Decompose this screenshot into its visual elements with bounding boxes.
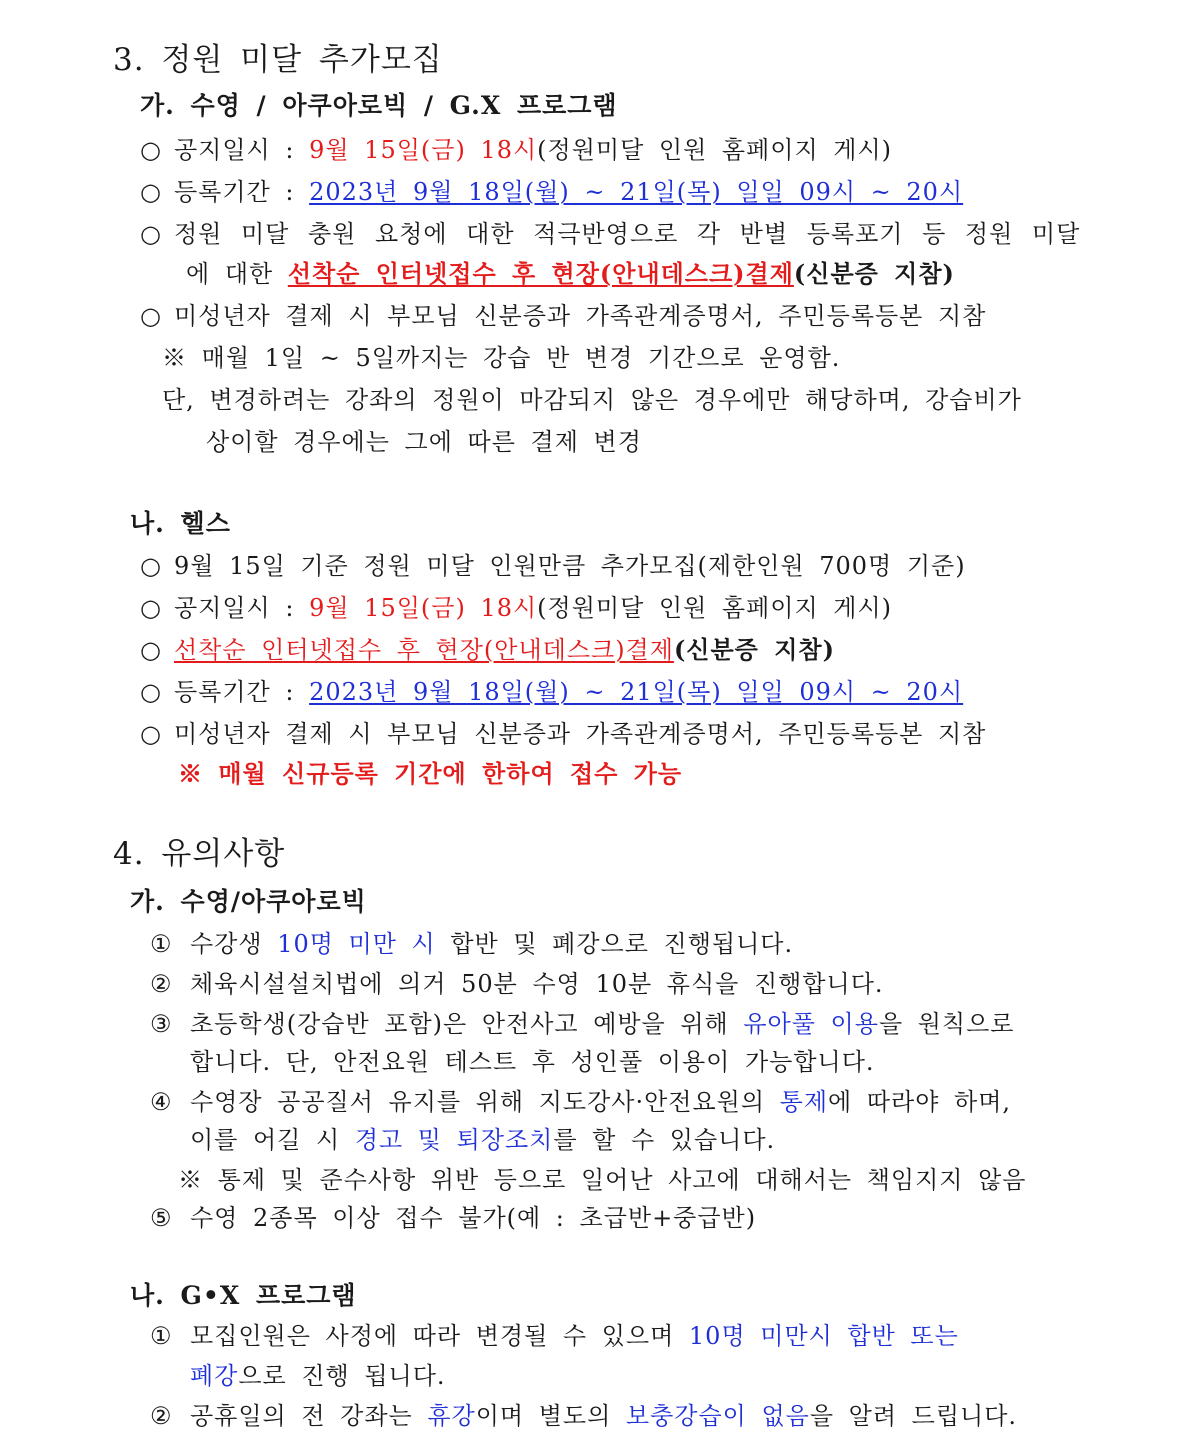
item-text: 체육시설설치법에 의거 50분 수영 10분 휴식을 진행합니다.	[190, 970, 884, 998]
bullet: ○	[140, 136, 162, 164]
s4a-item-3	[150, 1008, 1015, 1040]
capacity-text: 9월 15일 기준 정원 미달 인원만큼 추가모집(제한인원 700명 기준)	[174, 552, 966, 580]
notice-date: 9월 15일(금) 18시	[309, 594, 538, 622]
item-number: ①	[150, 930, 173, 958]
item-number: ③	[150, 1010, 173, 1038]
minor-text: 미성년자 결제 시 부모님 신분증과 가족관계증명서, 주민등록등본 지참	[174, 302, 987, 330]
bullet: ○	[140, 552, 162, 580]
notice-tail: (정원미달 인원 홈페이지 게시)	[537, 136, 892, 164]
section-4a-heading: 가. 수영/아쿠아로빅	[130, 887, 367, 916]
s4a-item-3-cont: 합니다. 단, 안전요원 테스트 후 성인풀 이용이 가능합니다.	[190, 1048, 875, 1076]
item-highlight: 폐강	[190, 1362, 239, 1390]
bullet: ○	[140, 678, 162, 706]
registration-label: 등록기간 :	[174, 178, 310, 206]
item-highlight: 10명 미만시 합반 또는	[688, 1322, 959, 1350]
item-tail: 합반 및 폐강으로 진행됩니다.	[435, 930, 794, 958]
item-highlight: 통제	[779, 1088, 829, 1116]
item-tail: 에 따라야 하며,	[828, 1088, 1012, 1116]
registration-period: 2023년 9월 18일(월) ~ 21일(목) 일일 09시 ~ 20시	[309, 678, 964, 706]
s3b-capacity-line	[140, 550, 966, 582]
s4b-item-1	[150, 1320, 959, 1352]
s4a-item-1	[150, 928, 793, 960]
item-tail: 을 원칙으로	[878, 1010, 1015, 1038]
notice-label: 공지일시 :	[174, 136, 310, 164]
notice-tail: (정원미달 인원 홈페이지 게시)	[537, 594, 892, 622]
first-come-online-highlight: 선착순 인터넷접수 후 현장(안내데스크)결제	[287, 259, 794, 288]
item-tail: 를 할 수 있습니다.	[553, 1126, 776, 1154]
s3b-minor-line	[140, 718, 986, 750]
bullet: ○	[140, 720, 162, 748]
s4a-item-4-note: ※ 통제 및 준수사항 위반 등으로 일어난 사고에 대해서는 책임지지 않음	[178, 1166, 1027, 1194]
item-pre: 수영장 공공질서 유지를 위해 지도강사·안전요원의	[190, 1088, 780, 1116]
item-highlight-2: 보충강습이 없음	[625, 1402, 810, 1430]
item-number: ②	[150, 970, 173, 998]
s4a-item-4	[150, 1086, 1011, 1118]
s3b-new-registration-note: ※ 매월 신규등록 기간에 한하여 접수 가능	[178, 759, 683, 788]
s3a-notice-line	[140, 134, 892, 166]
notice-date: 9월 15일(금) 18시	[309, 136, 538, 164]
item-highlight: 경고 및 퇴장조치	[354, 1126, 554, 1154]
section-3-title: 3. 정원 미달 추가모집	[113, 42, 443, 78]
s3a-registration-line	[140, 176, 963, 208]
first-come-online-highlight: 선착순 인터넷접수 후 현장(안내데스크)결제	[174, 636, 674, 664]
notice-label: 공지일시 :	[174, 594, 310, 622]
registration-period: 2023년 9월 18일(월) ~ 21일(목) 일일 09시 ~ 20시	[309, 178, 964, 206]
item-highlight: 10명 미만 시	[277, 930, 436, 958]
bullet: ○	[140, 220, 162, 248]
item-highlight: 휴강	[427, 1402, 476, 1430]
item-mid: 이며 별도의	[475, 1402, 626, 1430]
s4b-item-2	[150, 1400, 1017, 1432]
s3b-notice-line	[140, 592, 892, 624]
s3a-note-change-period: ※ 매월 1일 ~ 5일까지는 강습 반 변경 기간으로 운영함.	[162, 344, 841, 372]
section-4-title: 4. 유의사항	[113, 836, 286, 872]
item-text: 수영 2종목 이상 접수 불가(예 : 초급반+중급반)	[190, 1204, 757, 1232]
shortfall-pre: 에 대한	[186, 260, 288, 288]
item-number: ④	[150, 1088, 173, 1116]
s3a-shortfall-line-cont	[186, 258, 955, 290]
id-required: (신분증 지참)	[793, 259, 955, 288]
s4a-item-5	[150, 1202, 756, 1234]
shortfall-text: 정원 미달 충원 요청에 대한 적극반영으로 각 반별 등록포기 등 정원 미달	[174, 220, 1081, 248]
s4a-item-2	[150, 968, 884, 1000]
item-tail: 을 알려 드립니다.	[809, 1402, 1018, 1430]
s3b-registration-line	[140, 676, 963, 708]
section-3b-heading: 나. 헬스	[130, 509, 231, 538]
s4b-item-1-cont	[190, 1360, 446, 1392]
id-required: (신분증 지참)	[673, 635, 835, 664]
item-tail: 으로 진행 됩니다.	[238, 1362, 446, 1390]
s3b-first-come-line	[140, 634, 835, 666]
item-pre: 모집인원은 사정에 따라 변경될 수 있으며	[190, 1322, 689, 1350]
minor-text: 미성년자 결제 시 부모님 신분증과 가족관계증명서, 주민등록등본 지참	[174, 720, 987, 748]
item-pre: 수강생	[190, 930, 278, 958]
item-pre: 초등학생(강습반 포함)은 안전사고 예방을 위해	[190, 1010, 744, 1038]
s3a-note-change-cont: 상이할 경우에는 그에 따른 결제 변경	[206, 428, 642, 456]
bullet: ○	[140, 178, 162, 206]
section-3a-heading: 가. 수영 / 아쿠아로빅 / G.X 프로그램	[140, 91, 618, 120]
bullet: ○	[140, 594, 162, 622]
s4a-item-4-cont	[190, 1124, 775, 1156]
item-pre: 공휴일의 전 강좌는	[190, 1402, 428, 1430]
s3a-minor-line	[140, 300, 986, 332]
section-4b-heading: 나. G•X 프로그램	[130, 1281, 357, 1310]
item-number: ②	[150, 1402, 173, 1430]
item-number: ①	[150, 1322, 173, 1350]
registration-label: 등록기간 :	[174, 678, 310, 706]
s3a-note-change-condition: 단, 변경하려는 강좌의 정원이 마감되지 않은 경우에만 해당하며, 강습비가	[162, 386, 1022, 414]
item-number: ⑤	[150, 1204, 173, 1232]
item-pre: 이를 어길 시	[190, 1126, 355, 1154]
s3a-shortfall-line	[140, 218, 1080, 250]
bullet: ○	[140, 636, 162, 664]
item-highlight: 유아풀 이용	[743, 1010, 879, 1038]
bullet: ○	[140, 302, 162, 330]
